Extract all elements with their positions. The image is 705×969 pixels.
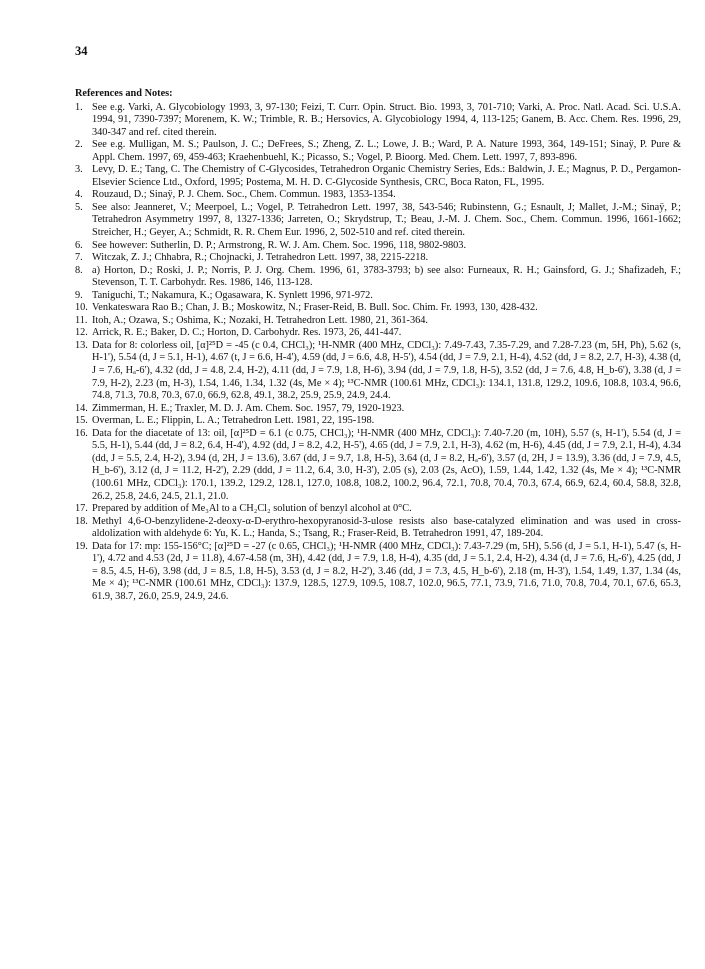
reference-item	[75, 428, 681, 503]
reference-item	[75, 340, 681, 403]
reference-list	[75, 102, 681, 604]
reference-item	[75, 503, 681, 516]
reference-number: 9.	[75, 289, 83, 301]
reference-item	[75, 202, 681, 240]
reference-item	[75, 302, 681, 315]
reference-number: 16.	[75, 427, 88, 439]
reference-number: 10.	[75, 302, 88, 314]
reference-number: 14.	[75, 402, 88, 414]
reference-text: Itoh, A.; Ozawa, S.; Oshima, K.; Nozaki, H. Tetrahedron Lett. 1980, 21, 361-364.	[92, 314, 428, 326]
reference-number: 5.	[75, 201, 83, 213]
reference-text: Venkateswara Rao B.; Chan, J. B.; Moskowitz, N.; Fraser-Reid, B. Bull. Soc. Chim. Fr. 1993, 130, 428-432.	[92, 302, 538, 314]
reference-text: Data for the diacetate of 13: oil, [α]²⁵D = 6.1 (c 0.75, CHCl₃); ¹H-NMR (400 MHz, CDCl₃): 7.40-7.20 (m, 10H), 5.57 (s, H-1'), 5.54 (d, J = 5.5, H-1), 5.44 (dd, J = 8.2, 6.4, H-4'), 4.92 (dd, J = 8.2, 4.2, H-5'), 4.65 (dd, J = 7.9, 2.1, H-3), 4.62 (m, H-6), 4.45 (dd, J = 7.9, 2.1, H-4), 4.34 (dd, J = 5.5, 2.4, H-2), 3.94 (d, 2H, J = 13.6), 3.67 (dd, J = 9.7, 1.8, H-5), 3.64 (d, J = 8.2, Hₐ-6'), 3.57 (d, 2H, J = 13.9), 3.36 (dd, J = 7.9, 4.5, H_b-6'), 3.12 (d, J = 11.2, H-2'), 2.29 (ddd, J = 11.2, 6.4, 3.0, H-3'), 2.05 (s), 2.03 (2s, AcO), 1.59, 1.44, 1.42, 1.32 (4s, Me × 4); ¹³C-NMR (100.61 MHz, CDCl₃): 170.1, 139.2, 129.2, 128.1, 127.0, 108.8, 108.2, 100.2, 96.4, 72.1, 70.8, 70.4, 70.3, 67.4, 66.9, 62.4, 60.4, 58.8, 32.8, 26.2, 25.8, 24.6, 24.5, 21.1, 21.0.	[92, 427, 681, 502]
reference-text: See also: Jeanneret, V.; Meerpoel, L.; Vogel, P. Tetrahedron Lett. 1997, 38, 543-546; Rubinstenn, G.; Esnault, J; Mallet, J.-M.; Sinaÿ, P.; Tetrahedron Asymmetry 1997, 8, 1327-1336; Jarreten, O.; Skrydstrup, T.; Beau, J.-M. J. Chem. Soc., Chem. Commun. 1996, 1661-1662; Streicher, H.; Geyer, A.; Schmidt, R. R. Chem Eur. 1996, 2, 502-510 and ref. cited therein.	[92, 201, 681, 239]
reference-text: See e.g. Varki, A. Glycobiology 1993, 3, 97-130; Feizi, T. Curr. Opin. Struct. Bio. 1993, 3, 701-710; Varki, A. Proc. Natl. Acad. Sci. U.S.A. 1994, 91, 7390-7397; Morenem, K. W.; Trimble, R. B.; Hersovics, A. Glycobiology 1994, 4, 113-125; Ganem, B. Acc. Chem. Res. 1996, 29, 340-347 and ref. cited therein.	[92, 101, 681, 138]
reference-number: 17.	[75, 503, 88, 515]
reference-text: Data for 8: colorless oil, [α]²⁵D = -45 (c 0.4, CHCl₃); ¹H-NMR (400 MHz, CDCl₃): 7.49-7.43, 7.35-7.29, and 7.28-7.23 (m, 5H, Ph), 5.62 (s, H-1'), 5.54 (d, J = 5.1, H-1), 4.67 (t, J = 6.6, H-4'), 4.59 (dd, J = 6.6, 4.8, H-5'), 4.54 (dd, J = 7.9, 2.1, H-4), 4.52 (dd, J = 8.2, 2.7, H-3), 4.38 (d, J = 7.6, Hₐ-6'), 4.32 (dd, J = 4.8, 2.4, H-2), 4.11 (dd, J = 7.9, 1.8, H-6), 3.94 (dd, J = 7.9, 1.8, H-5), 3.52 (dd, J = 7.6, 4.8, H_b-6'), 3.38 (d, J = 7.9, H-2), 2.23 (m, H-3), 1.54, 1.46, 1.34, 1.32 (4s, Me × 4); ¹³C-NMR (100.61 MHz, CDCl₃): 134.1, 131.8, 129.2, 109.6, 108.8, 103.4, 96.6, 74.8, 71.3, 70.8, 70.3, 67.0, 66.9, 62.8, 49.1, 38.2, 25.9, 25.9, 24.9, 24.4.	[92, 339, 681, 402]
page-number: 34	[75, 44, 88, 58]
reference-number: 8.	[75, 264, 83, 276]
reference-number: 18.	[75, 515, 88, 527]
reference-number: 15.	[75, 415, 88, 427]
reference-item	[75, 164, 681, 189]
reference-number: 19.	[75, 540, 88, 552]
reference-text: Prepared by addition of Me₃Al to a CH₂Cl₂ solution of benzyl alcohol at 0°C.	[92, 503, 412, 515]
references-section	[75, 88, 681, 603]
reference-item	[75, 327, 681, 340]
reference-number: 12.	[75, 327, 88, 339]
reference-item	[75, 541, 681, 604]
reference-item	[75, 189, 681, 202]
reference-text: See however: Sutherlin, D. P.; Armstrong, R. W. J. Am. Chem. Soc. 1996, 118, 9802-9803.	[92, 239, 467, 251]
reference-text: See e.g. Mulligan, M. S.; Paulson, J. C.; DeFrees, S.; Zheng, Z. L.; Lowe, J. B.; Ward, P. A. Nature 1993, 364, 149-151; Sinaÿ, P. Pure & Appl. Chem. 1997, 69, 459-463; Kraehenbuehl, K.; Picasso, S.; Vogel, P. Bioorg. Med. Chem. Lett. 1997, 7, 893-896.	[92, 139, 681, 163]
reference-text: a) Horton, D.; Roski, J. P.; Norris, P. J. Org. Chem. 1996, 61, 3783-3793; b) see also: Furneaux, R. H.; Gainsford, G. J.; Shafizadeh, F.; Stevenson, T. T. Carbohydr. Res. 1986, 146, 113-128.	[92, 264, 681, 289]
reference-text: Methyl 4,6-O-benzylidene-2-deoxy-α-D-erythro-hexopyranosid-3-ulose resists also base-catalyzed elimination and was used in cross-aldolization with aldehyde 6: Yu, K. L.; Handa, S.; Tsang, R.; Fraser-Reid, B. Tetrahedron 1991, 47, 189-204.	[92, 515, 681, 540]
reference-text: Arrick, R. E.; Baker, D. C.; Horton, D. Carbohydr. Res. 1973, 26, 441-447.	[92, 327, 402, 339]
reference-number: 4.	[75, 189, 83, 201]
reference-item	[75, 516, 681, 541]
reference-text: Data for 17: mp: 155-156°C; [α]²⁵D = -27 (c 0.65, CHCl₃); ¹H-NMR (400 MHz, CDCl₃): 7.43-7.29 (m, 5H), 5.56 (d, J = 5.1, H-1), 5.47 (s, H-1'), 4.72 and 4.53 (2d, J = 11.8), 4.67-4.58 (m, 3H), 4.42 (dd, J = 7.9, 1.8, H-4), 4.35 (dd, J = 5.1, 2.4, H-2), 4.34 (d, J = 7.6, Hₐ-6'), 4.25 (dd, J = 8.5, 4.5, H-6), 3.98 (dd, J = 8.5, 1.8, H-5), 3.53 (d, J = 8.2, H-2'), 3.46 (dd, J = 7.3, 4.5, H_b-6'), 2.18 (m, H-3'), 1.54, 1.49, 1.37, 1.34 (4s, Me × 4); ¹³C-NMR (100.61 MHz, CDCl₃): 137.9, 128.5, 127.9, 109.5, 108.7, 102.0, 96.5, 77.1, 73.9, 71.6, 71.0, 70.8, 70.4, 70.1, 67.6, 65.3, 61.9, 38.7, 26.0, 25.9, 24.9, 24.6.	[92, 540, 681, 602]
reference-text: Levy, D. E.; Tang, C. The Chemistry of C-Glycosides, Tetrahedron Organic Chemistry Series, Eds.: Baldwin, J. E.; Magnus, P. D., Pergamon-Elsevier Science Ltd., Oxford, 1995; Postema, M. H. D. C-Glycoside Synthesis, CRC, Boca Raton, FL, 1995.	[92, 164, 681, 188]
reference-text: Overman, L. E.; Flippin, L. A.; Tetrahedron Lett. 1981, 22, 195-198.	[92, 415, 375, 427]
reference-item	[75, 403, 681, 416]
reference-text: Zimmerman, H. E.; Traxler, M. D. J. Am. Chem. Soc. 1957, 79, 1920-1923.	[92, 402, 405, 414]
reference-number: 2.	[75, 139, 83, 151]
reference-item	[75, 315, 681, 328]
reference-number: 1.	[75, 101, 83, 113]
reference-number: 6.	[75, 239, 83, 251]
reference-text: Witczak, Z. J.; Chhabra, R.; Chojnacki, J. Tetrahedron Lett. 1997, 38, 2215-2218.	[92, 252, 429, 264]
reference-item	[75, 240, 681, 253]
reference-item	[75, 290, 681, 303]
reference-number: 7.	[75, 252, 83, 264]
reference-number: 3.	[75, 164, 83, 176]
reference-text: Rouzaud, D.; Sinaÿ, P. J. Chem. Soc., Chem. Commun. 1983, 1353-1354.	[92, 189, 396, 201]
reference-number: 11.	[75, 314, 88, 326]
reference-item	[75, 102, 681, 140]
reference-item	[75, 415, 681, 428]
section-heading: References and Notes:	[75, 88, 173, 99]
reference-item	[75, 139, 681, 164]
reference-number: 13.	[75, 339, 88, 351]
reference-text: Taniguchi, T.; Nakamura, K.; Ogasawara, K. Synlett 1996, 971-972.	[92, 289, 373, 301]
reference-item	[75, 265, 681, 290]
reference-item	[75, 252, 681, 265]
